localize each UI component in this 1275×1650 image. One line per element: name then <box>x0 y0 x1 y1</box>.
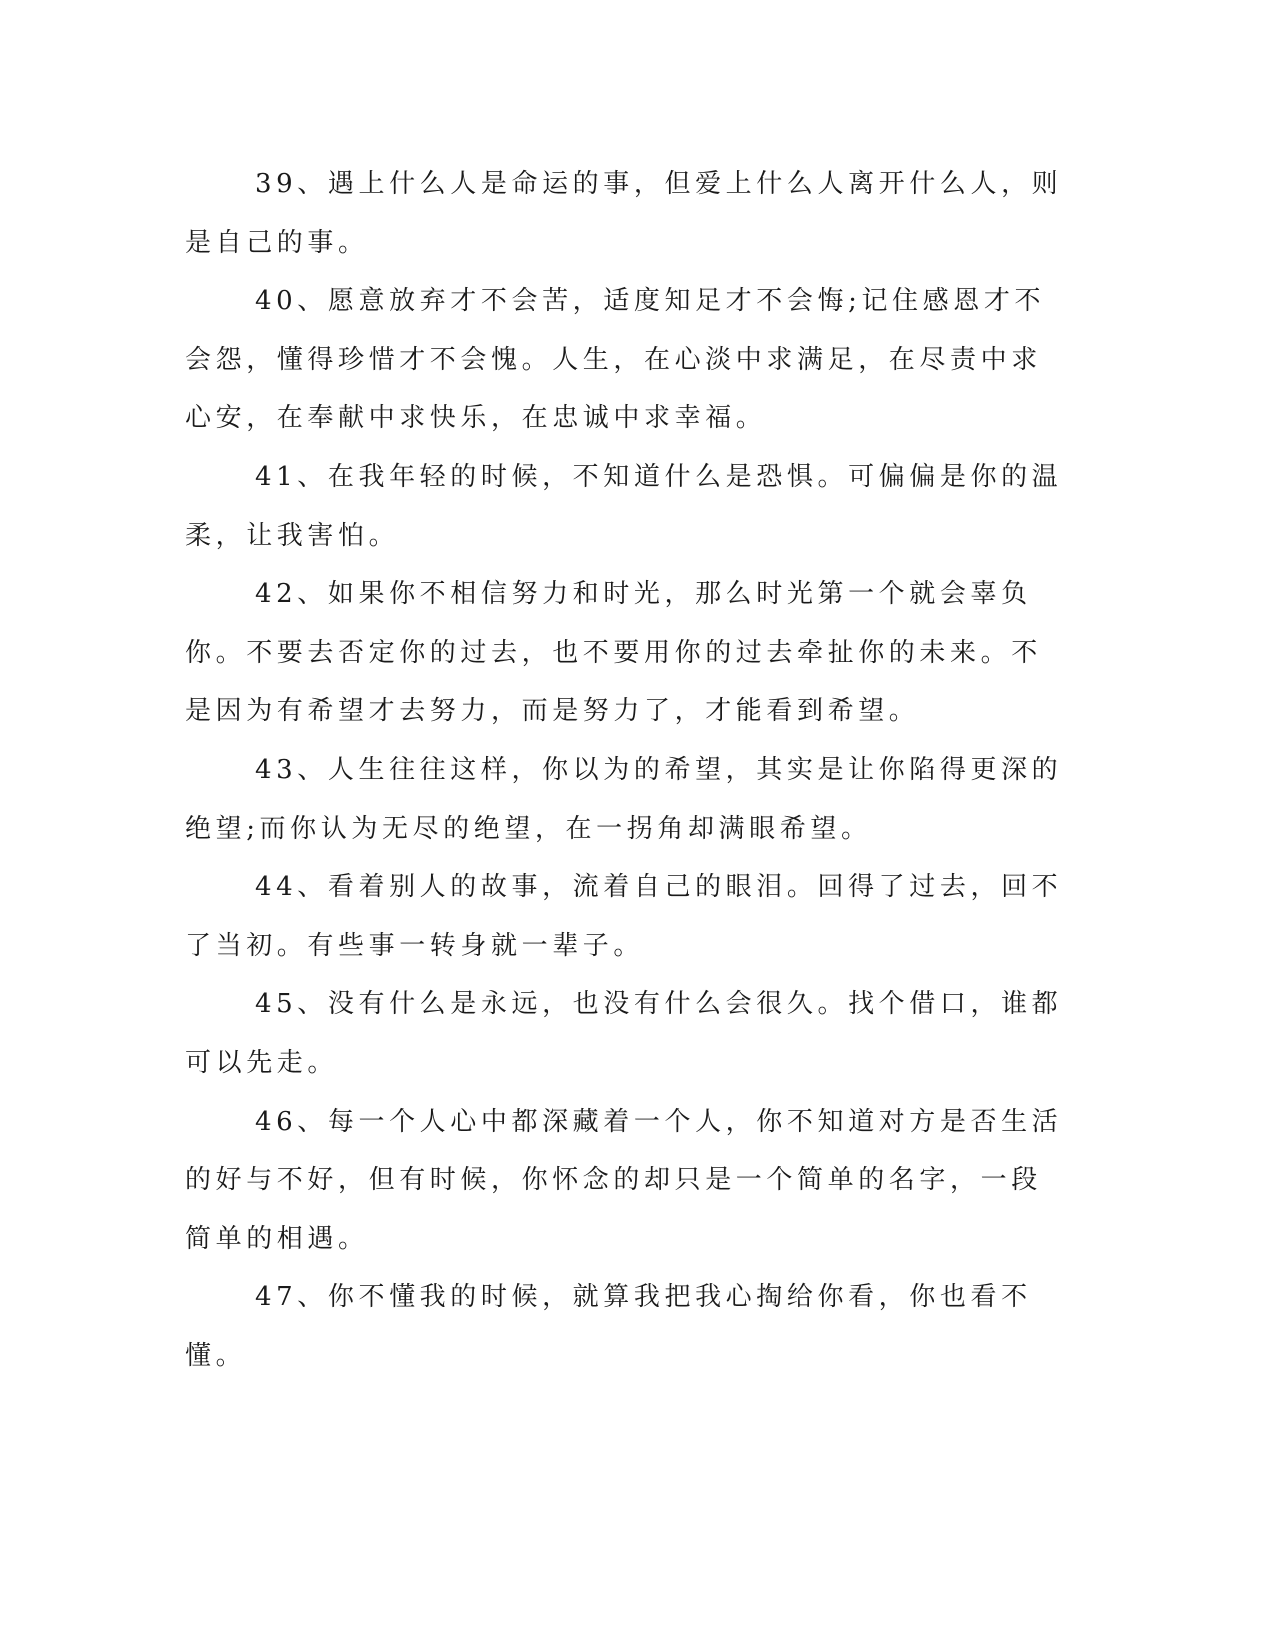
paragraph-42: 42、如果你不相信努力和时光，那么时光第一个就会辜负你。不要去否定你的过去，也不要用你的过去牵扯你的未来。不是因为有希望才去努力，而是努力了，才能看到希望。 <box>185 579 1042 727</box>
document-body <box>185 155 1065 1385</box>
paragraph-46: 46、每一个人心中都深藏着一个人，你不知道对方是否生活的好与不好，但有时候，你怀念的却只是一个简单的名字，一段简单的相遇。 <box>185 1106 1063 1254</box>
paragraph-41: 41、在我年轻的时候，不知道什么是恐惧。可偏偏是你的温柔，让我害怕。 <box>185 461 1063 551</box>
paragraph-43: 43、人生往往这样，你以为的希望，其实是让你陷得更深的绝望;而你认为无尽的绝望，在一拐角却满眼希望。 <box>185 754 1063 844</box>
paragraph-40: 40、愿意放弃才不会苦，适度知足才不会悔;记住感恩才不会怨，懂得珍惜才不会愧。人生，在心淡中求满足，在尽责中求心安，在奉献中求快乐，在忠诚中求幸福。 <box>185 286 1046 434</box>
paragraph-45: 45、没有什么是永远，也没有什么会很久。找个借口，谁都可以先走。 <box>185 989 1063 1078</box>
paragraph-44: 44、看着别人的故事，流着自己的眼泪。回得了过去，回不了当初。有些事一转身就一辈子。 <box>185 872 1063 961</box>
paragraph-39: 39、遇上什么人是命运的事，但爱上什么人离开什么人，则是自己的事。 <box>185 169 1063 258</box>
paragraph-47: 47、你不懂我的时候，就算我把我心掏给你看，你也看不懂。 <box>185 1282 1032 1371</box>
